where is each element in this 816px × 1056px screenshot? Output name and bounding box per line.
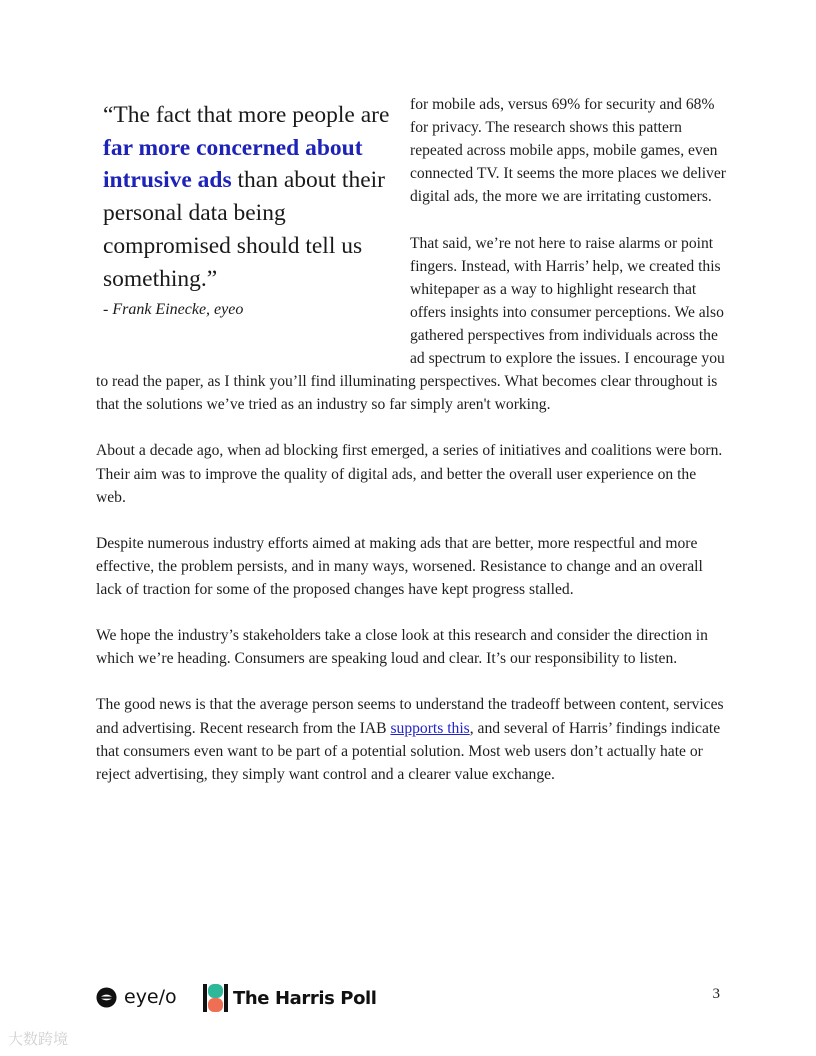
harris-poll-mark-icon: [203, 984, 228, 1012]
body-text: [96, 93, 726, 809]
iab-research-link[interactable]: supports this: [390, 719, 470, 737]
pull-quote-spacer: [96, 93, 410, 370]
paragraph-3: About a decade ago, when ad blocking first emerged, a series of initiatives and coalitions were born. Their aim was to improve the quality of digital ads, and better the overall user experience on the web.: [96, 442, 723, 506]
pull-quote-text-end: than about their personal data being compromised should tell us something.”: [103, 167, 385, 292]
paragraph-6: [96, 693, 726, 785]
pull-quote-highlight: far more concerned about intrusive ads: [103, 134, 363, 194]
footer: [96, 980, 726, 1020]
paragraph-1: for mobile ads, versus 69% for security and 68% for privacy. The research shows this pattern repeated across mobile apps, mobile games, even connected TV. It seems the more places we deliver digital ads, the more we are irritating customers.: [410, 96, 726, 206]
paragraph-5: We hope the industry’s stakeholders take a close look at this research and consider the direction in which we’re heading. Consumers are speaking loud and clear. It’s our responsibility to listen.: [96, 627, 708, 668]
harris-poll-logo: [203, 984, 377, 1012]
eyeo-logo: [96, 986, 177, 1008]
paragraph-4: Despite numerous industry efforts aimed at making ads that are better, more respectful and more effective, the problem persists, and in many ways, worsened. Resistance to change and an overall lack of traction for some of the proposed changes have kept progress stalled.: [96, 534, 703, 598]
watermark: 大数跨境: [8, 1030, 69, 1048]
eyeo-logo-text: eye/o: [124, 986, 177, 1008]
paragraph-6-start: The good news is that the average person seems to understand the tradeoff between content, services and advertising. Recent research from the IAB: [96, 696, 724, 737]
paragraph-2: That said, we’re not here to raise alarms or point fingers. Instead, with Harris’ help, we created this whitepaper as a way to highlight research that offers insights into consumer perceptions. We also gathered perspectives from individuals across the ad spectrum to explore the issues. I encourage you to read the paper, as I think you’ll find illuminating perspectives. What becomes clear throughout is that the solutions we’ve tried as an industry so far simply aren't working.: [96, 234, 725, 414]
eyeo-eye-icon: [96, 987, 117, 1008]
paragraph-6-end: , and several of Harris’ findings indicate that consumers even want to be part of a potential solution. Most web users don’t actually hate or reject advertising, they simply want control and a clearer value exchange.: [96, 719, 721, 783]
harris-poll-logo-text: The Harris Poll: [233, 987, 377, 1009]
pull-quote-attribution: - Frank Einecke, eyeo: [103, 301, 244, 319]
pull-quote-text-start: “The fact that more people are: [103, 102, 390, 128]
page-number: 3: [712, 986, 720, 1002]
